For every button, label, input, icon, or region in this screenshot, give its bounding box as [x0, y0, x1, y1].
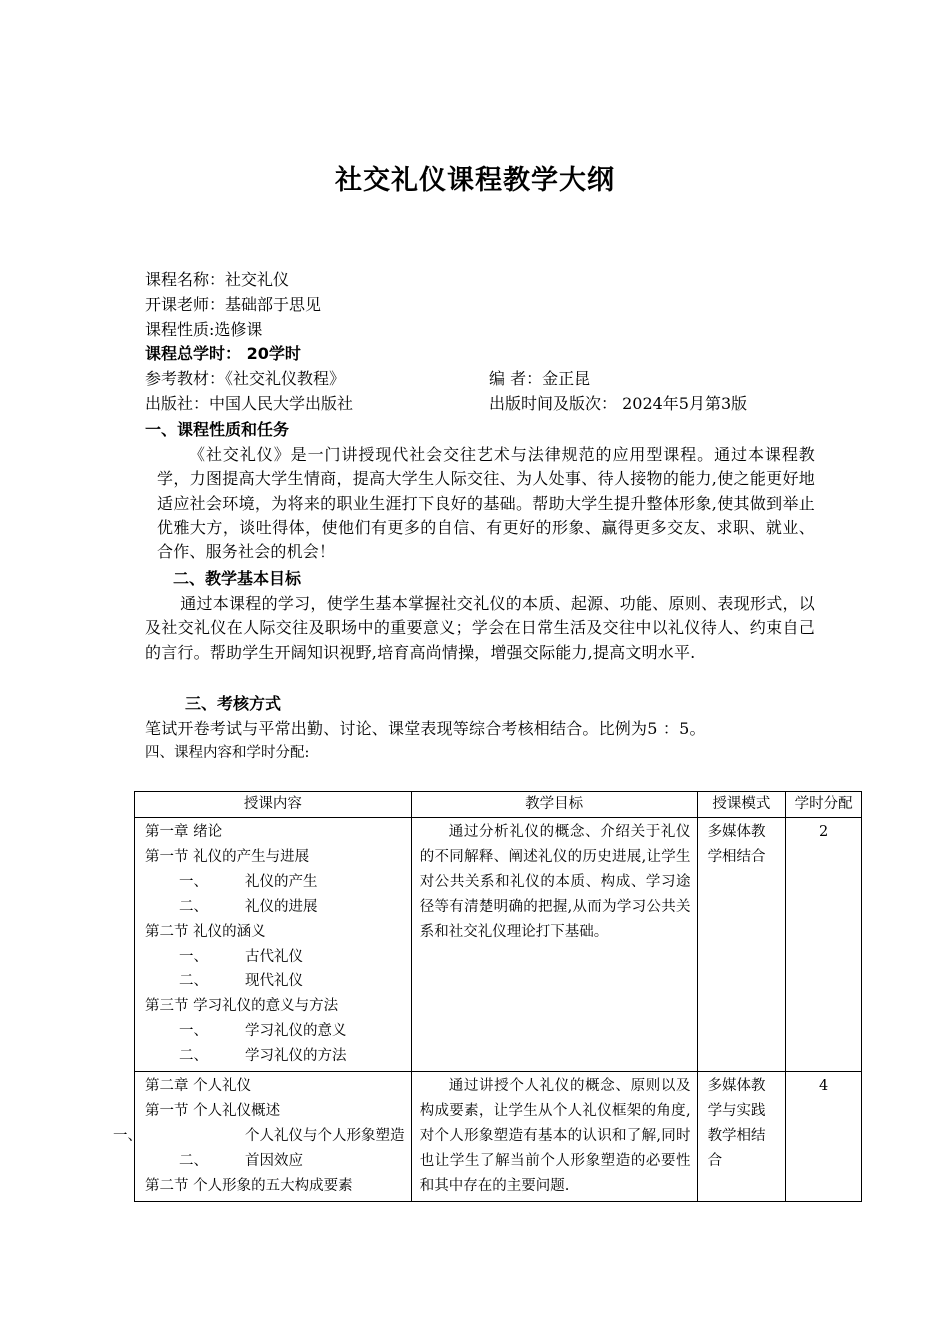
chapter-title: 第一章 绪论: [145, 824, 223, 840]
content-cell: [135, 818, 412, 1072]
section-title: 第二节 礼仪的涵义: [145, 923, 266, 940]
table-header-cell: 教学目标: [411, 792, 697, 818]
textbook: 参考教材：《社交礼仪教程》: [145, 369, 346, 389]
outline-text: 现代礼仪: [245, 973, 303, 990]
mode-text: 多媒体教学相结合: [707, 824, 766, 865]
section-title: 第三节 学习礼仪的意义与方法: [145, 998, 339, 1015]
edition: 出版时间及版次： 2024年5月第3版: [489, 393, 748, 413]
section-nature-tasks: [145, 417, 815, 564]
section-text: 《社交礼仪》是一门讲授现代社会交往艺术与法律规范的应用型课程。通过本课程教学，力图提高大学生情商，提高大学生人际交往、为人处事、待人接物的能力,使之能更好地适应社会环境，为将来的职业生涯打下良好的基础。帮助大学生提升整体形象,使其做到举止优雅大方，谈吐得体，使他们有更多的自信、有更好的形象、赢得更多交友、求职、就业、合作、服务社会的机会！: [157, 445, 815, 562]
textbook-row: [145, 367, 815, 392]
outline-number: 二、: [179, 1152, 208, 1169]
outline-item: [145, 1044, 411, 1069]
schedule-table: [113, 791, 862, 1202]
goal-cell: [411, 818, 697, 1072]
goal-text: 通过分析礼仪的概念、介绍关于礼仪的不同解释、阐述礼仪的历史进展,让学生对公共关系和礼仪的本质、构成、学习途径等有清楚明确的把握,从而为学习公共关系和社交礼仪理论打下基础。: [419, 824, 691, 940]
table-header-cell: 授课内容: [135, 792, 412, 818]
section-heading: 一、课程性质和任务: [145, 420, 290, 439]
outline-item: [113, 1124, 411, 1149]
outline-number: 一、: [113, 1127, 142, 1144]
outline-number: 一、: [179, 873, 208, 890]
publisher-row: [145, 392, 815, 417]
section-heading: 四、课程内容和学时分配:: [145, 745, 310, 762]
course-name: 课程名称：社交礼仪: [145, 270, 290, 289]
outline-item: [145, 969, 411, 994]
section-title: 第二节 个人形象的五大构成要素: [145, 1177, 353, 1194]
course-teacher: 开课老师：基础部于思见: [145, 294, 322, 314]
outline-text: 学习礼仪的方法: [245, 1048, 347, 1065]
goal-text: 通过讲授个人礼仪的概念、原则以及构成要素，让学生从个人礼仪框架的角度,对个人形象塑造有基本的认识和了解,同时也让学生了解当前个人形象塑造的必要性和其中存在的主要问题.: [419, 1078, 691, 1194]
outline-text: 礼仪的产生: [245, 873, 318, 890]
section-objectives: [145, 566, 815, 665]
outline-text: 首因效应: [245, 1152, 303, 1169]
goal-cell: [411, 1072, 697, 1202]
outline-item: [145, 1149, 411, 1174]
publisher: 出版社：中国人民大学出版社: [145, 393, 354, 413]
outline-number: 一、: [179, 1023, 208, 1040]
section-heading: 二、教学基本目标: [173, 569, 302, 588]
section-text: 通过本课程的学习，使学生基本掌握社交礼仪的本质、起源、功能、原则、表现形式，以及社交礼仪在人际交往及职场中的重要意义；学会在日常生活及交往中以礼仪待人、约束自己的言行。帮助学生开阔知识视野,培育高尚情操，增强交际能力,提高文明水平.: [145, 594, 815, 662]
outline-text: 学习礼仪的意义: [245, 1023, 347, 1040]
outline-number: 二、: [179, 898, 208, 915]
hours-cell: [786, 1072, 862, 1202]
mode-cell: [697, 1072, 786, 1202]
section-title: 第一节 礼仪的产生与进展: [145, 848, 310, 865]
course-info: [145, 268, 815, 417]
table-header-cell: 授课模式: [697, 792, 786, 818]
hours-cell: [786, 818, 862, 1072]
table-header-row: [135, 792, 862, 818]
section-heading: 三、考核方式: [185, 694, 282, 713]
course-hours: 课程总学时： 20学时: [145, 344, 301, 364]
outline-item: [145, 945, 411, 970]
mode-text: 多媒体教学与实践教学相结合: [707, 1078, 766, 1169]
outline-text: 个人礼仪与个人形象塑造: [245, 1127, 405, 1144]
outline-item: [145, 895, 411, 920]
course-nature: 课程性质:选修课: [145, 319, 263, 339]
section-text: 笔试开卷考试与平常出勤、讨论、课堂表现等综合考核相结合。比例为5 ：5。: [145, 719, 706, 738]
author: 编 者：金正昆: [489, 369, 591, 389]
outline-number: 二、: [179, 1048, 208, 1065]
outline-text: 礼仪的进展: [245, 898, 318, 915]
page-title: 社交礼仪课程教学大纲: [335, 165, 615, 196]
outline-item: [145, 870, 411, 895]
outline-text: 古代礼仪: [245, 948, 303, 965]
hours-text: 2: [819, 824, 829, 840]
section-title: 第一节 个人礼仪概述: [145, 1102, 281, 1119]
chapter-title: 第二章 个人礼仪: [145, 1078, 252, 1095]
outline-number: 一、: [179, 948, 208, 965]
hours-text: 4: [819, 1078, 829, 1095]
table-row: [135, 818, 862, 1072]
content-cell: [113, 1072, 412, 1202]
table-row: [135, 1072, 862, 1202]
outline-item: [145, 1019, 411, 1044]
outline-number: 二、: [179, 973, 208, 990]
mode-cell: [697, 818, 786, 1072]
table-header-cell: 学时分配: [786, 792, 862, 818]
section-assessment: [145, 691, 815, 765]
